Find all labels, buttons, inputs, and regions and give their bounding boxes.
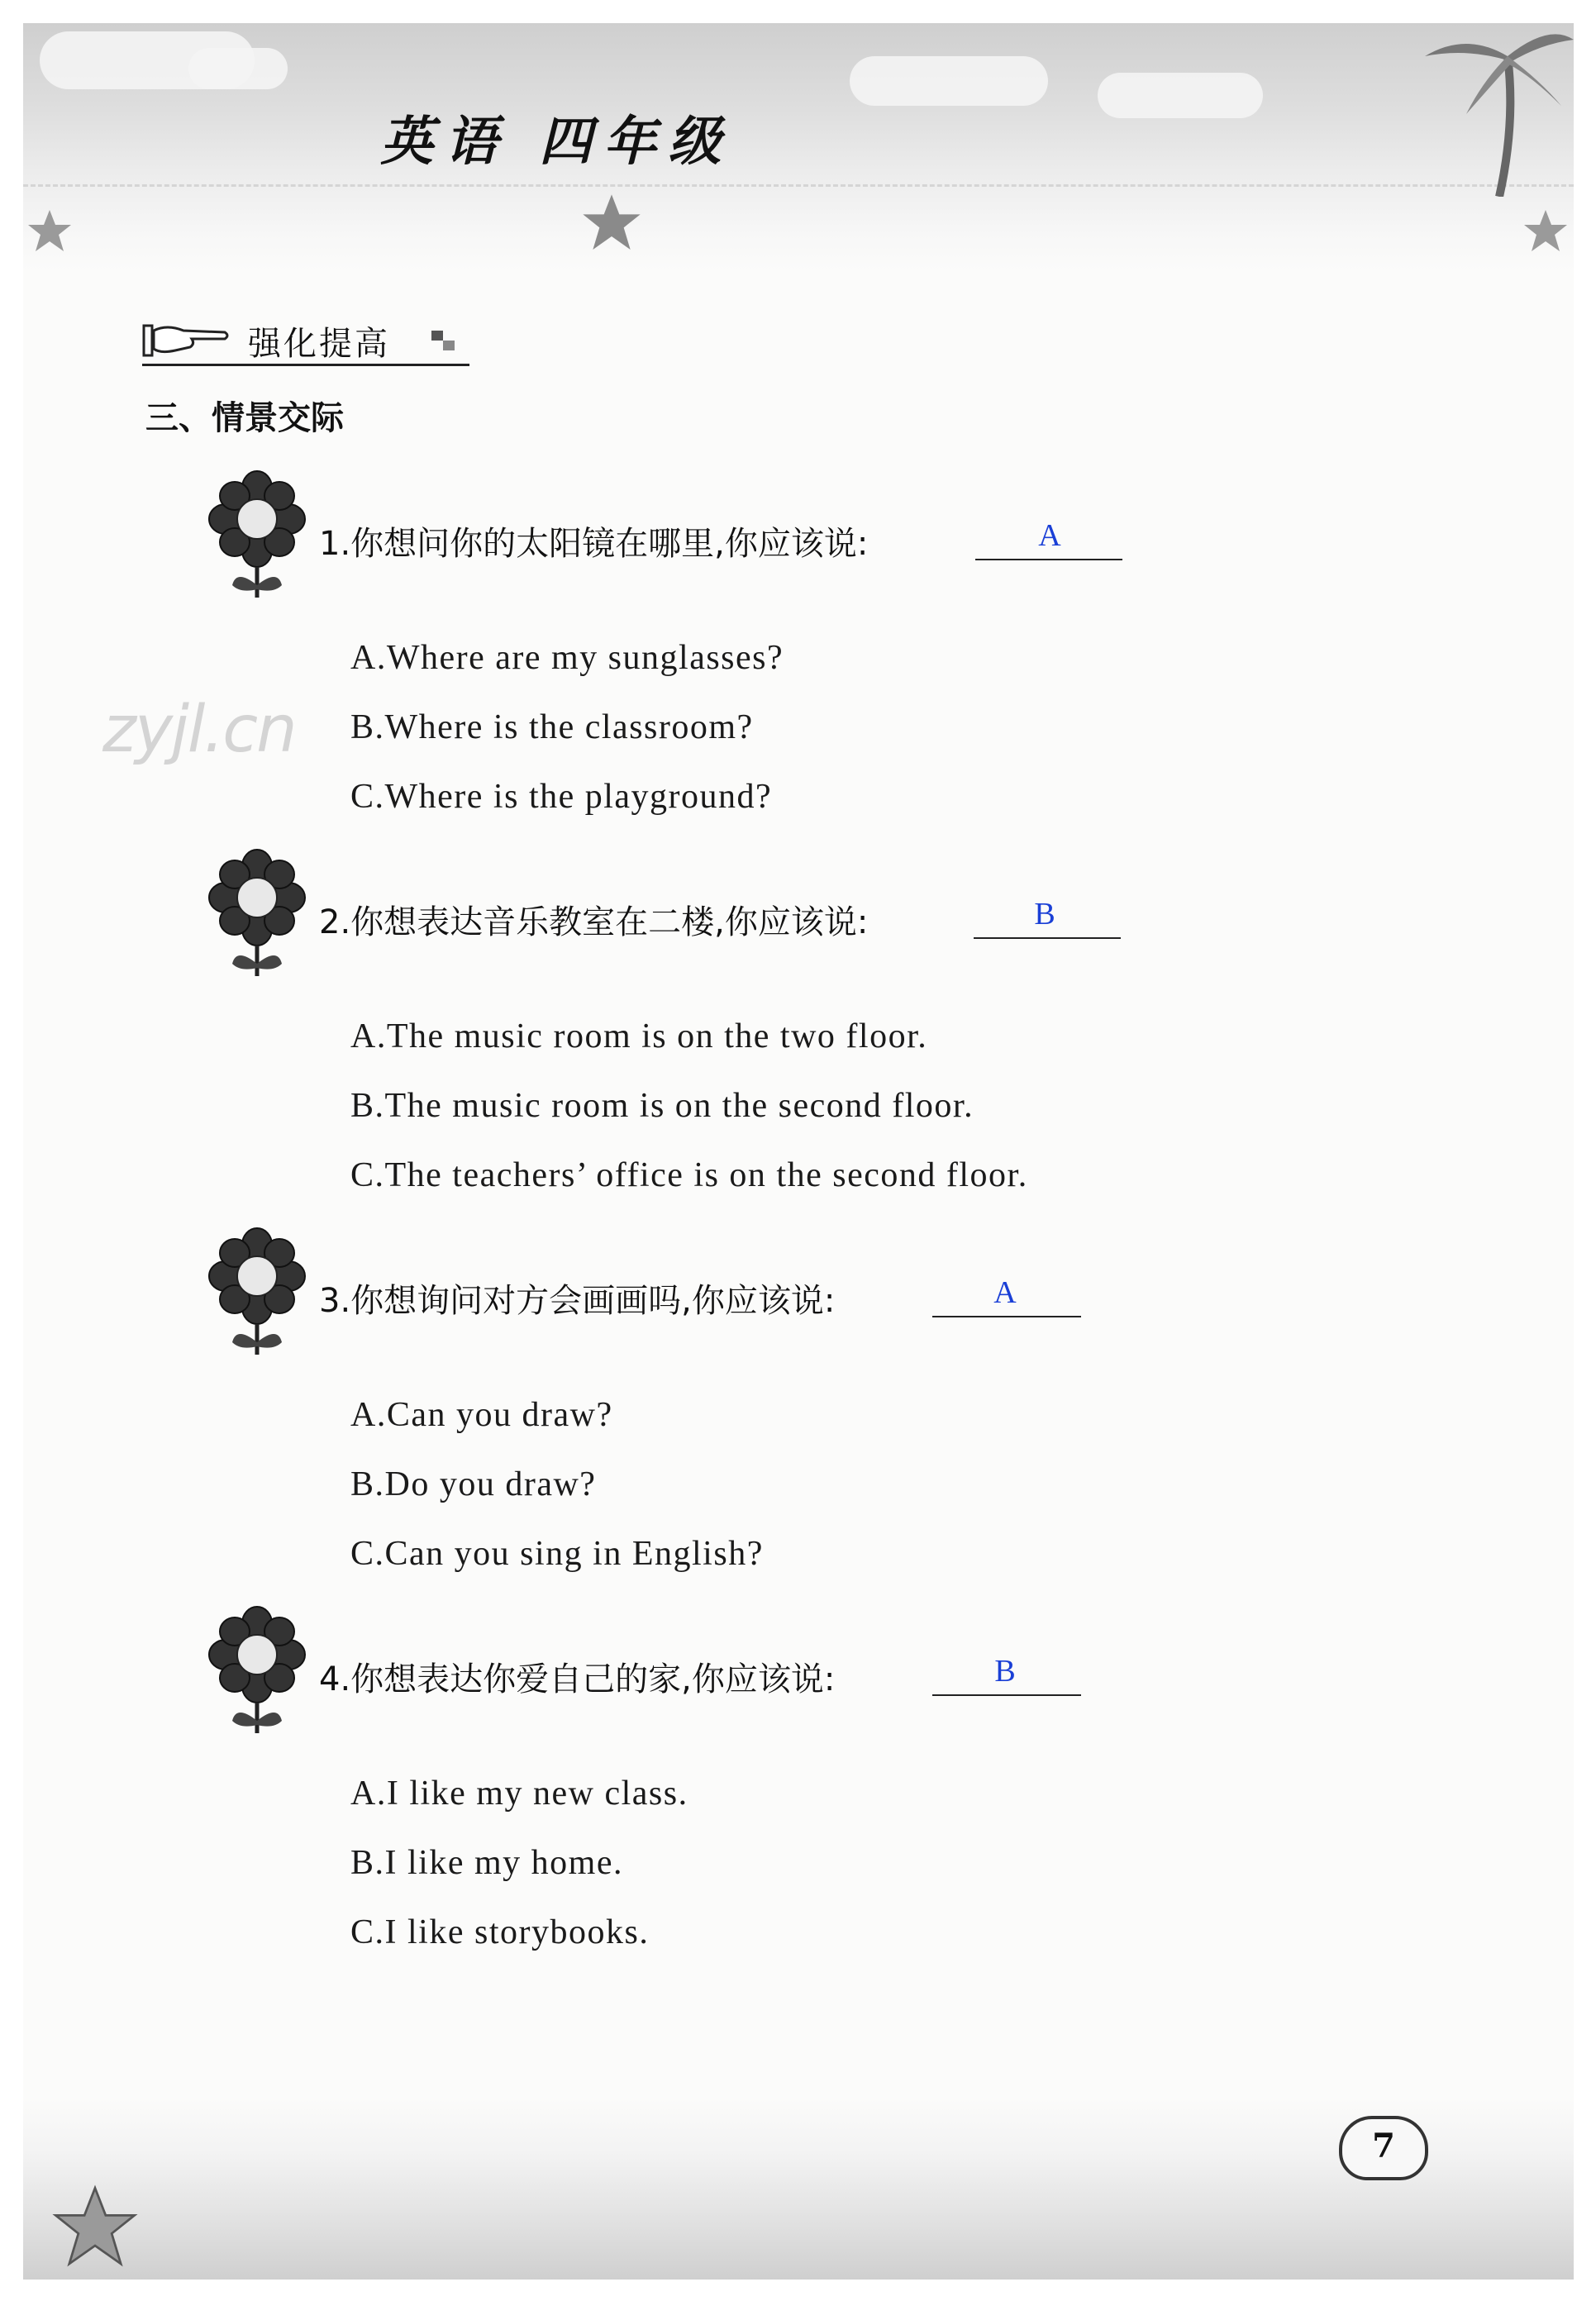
option-a[interactable]: A.Can you draw?: [350, 1396, 613, 1434]
decorative-squares-icon: [431, 331, 461, 354]
option-a[interactable]: A.I like my new class.: [350, 1775, 688, 1813]
question-prompt: 3.你想询问对方会画画吗,你应该说:: [319, 1282, 836, 1320]
question-prompt: 4.你想表达你爱自己的家,你应该说:: [319, 1660, 836, 1698]
answer-text: B: [1034, 897, 1055, 931]
option-c[interactable]: C.I like storybooks.: [350, 1913, 650, 1951]
answer-text: B: [994, 1654, 1016, 1689]
starfish-icon: [50, 2182, 141, 2273]
flower-icon: [203, 1605, 311, 1737]
starfish-icon: [25, 207, 74, 256]
question-prompt: 1.你想问你的太阳镜在哪里,你应该说:: [319, 525, 869, 563]
flower-icon: [203, 469, 311, 602]
footer-banner: [23, 2099, 1574, 2280]
starfish-icon: [1521, 207, 1570, 256]
page-number: 7: [1339, 2116, 1428, 2180]
flower-icon: [203, 848, 311, 980]
option-b[interactable]: B.I like my home.: [350, 1844, 623, 1882]
option-b[interactable]: B.Where is the classroom?: [350, 708, 754, 746]
section-bar: [142, 317, 469, 366]
page-title: 英语 四年级: [380, 111, 733, 173]
option-b[interactable]: B.The music room is on the second floor.: [350, 1087, 974, 1125]
section-label: 强化提高: [248, 325, 390, 363]
option-c[interactable]: C.Where is the playground?: [350, 778, 773, 816]
watermark: zyjl.cn: [102, 693, 296, 767]
option-a[interactable]: A.The music room is on the two floor.: [350, 1017, 928, 1055]
header-banner: [23, 23, 1574, 271]
part-title: 三、情景交际: [145, 399, 344, 437]
option-b[interactable]: B.Do you draw?: [350, 1465, 597, 1503]
flower-icon: [203, 1227, 311, 1359]
pointing-hand-icon: [142, 322, 233, 359]
answer-text: A: [1038, 518, 1061, 553]
starfish-icon: [579, 190, 645, 256]
option-c[interactable]: C.Can you sing in English?: [350, 1535, 764, 1573]
option-c[interactable]: C.The teachers’ office is on the second floor.: [350, 1156, 1028, 1194]
answer-text: A: [993, 1275, 1017, 1310]
option-a[interactable]: A.Where are my sunglasses?: [350, 639, 784, 677]
question-prompt: 2.你想表达音乐教室在二楼,你应该说:: [319, 903, 869, 941]
palm-tree-icon: [1417, 23, 1574, 197]
